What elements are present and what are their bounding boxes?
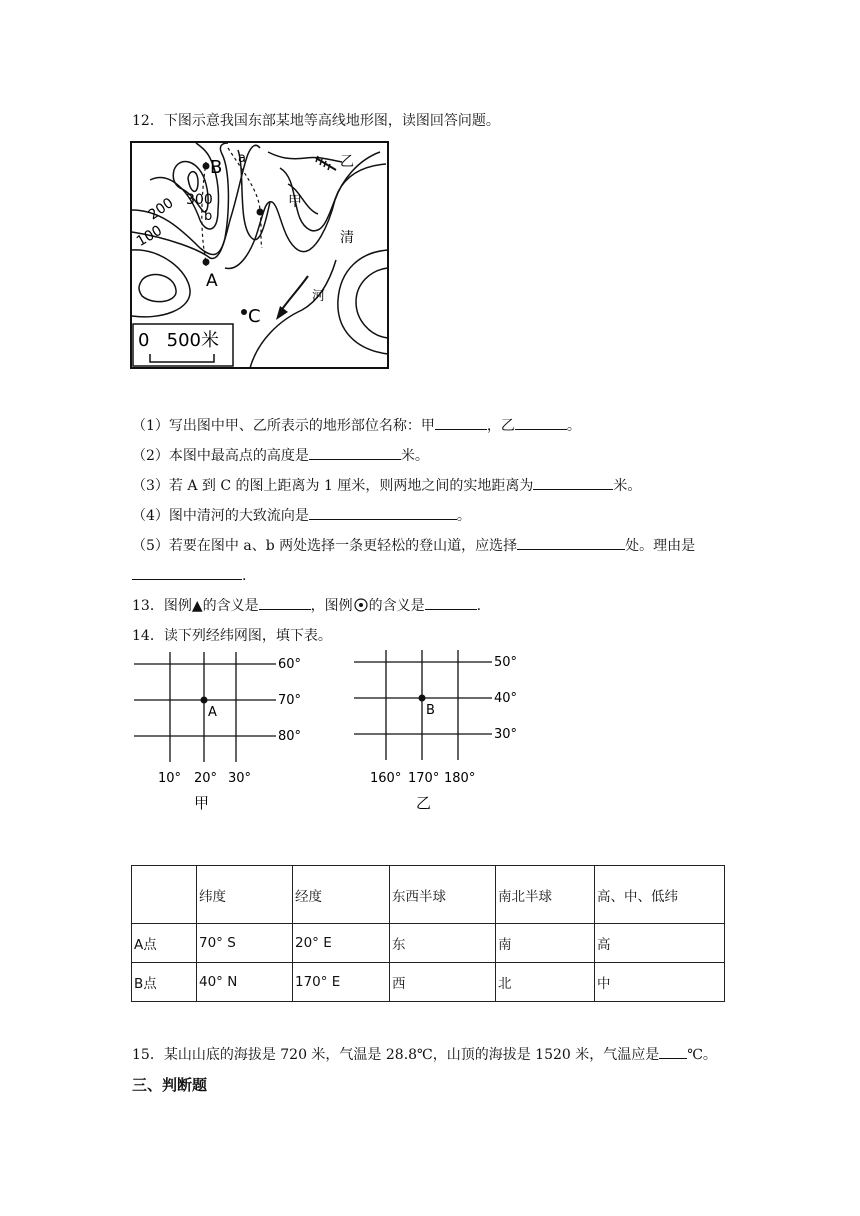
answer-blank-flow[interactable] — [309, 505, 457, 520]
label-a: a — [238, 151, 246, 166]
table-cell: 南 — [496, 924, 595, 963]
label-yi: 乙 — [340, 154, 354, 170]
q12-sub1: （1）写出图中甲、乙所表示的地形部位名称：甲 ，乙 。 — [132, 415, 581, 435]
lat-label: 40° — [494, 691, 518, 706]
circle-dot-icon — [353, 598, 369, 612]
answer-blank-route[interactable] — [517, 535, 625, 550]
label-qing: 清 — [340, 230, 354, 246]
q12-sub5-reason: . — [132, 565, 246, 584]
table-cell: 70° S — [197, 924, 293, 963]
lon-label: 10° — [158, 771, 182, 786]
grid-caption: 乙 — [416, 794, 432, 812]
triangle-icon: ▲ — [191, 598, 203, 614]
label-200: 200 — [145, 194, 177, 224]
q13: 13．图例▲的含义是 ，图例 的含义是 . — [132, 595, 481, 615]
label-jia: 甲 — [288, 194, 302, 210]
grid-yi — [350, 650, 530, 820]
scale-label: 0 500米 — [138, 330, 219, 351]
label-A: A — [206, 271, 218, 291]
table-cell: 东 — [390, 924, 496, 963]
lat-label: 70° — [278, 693, 302, 708]
q14-title: 14．读下列经纬网图，填下表。 — [132, 628, 332, 644]
table-cell: 中 — [595, 963, 725, 1002]
q12-sub3: （3）若 A 到 C 的图上距离为 1 厘米，则两地之间的实地距离为 米。 — [132, 475, 641, 495]
lat-label: 50° — [494, 655, 518, 670]
label-b: b — [204, 209, 213, 224]
q12-sub5: （5）若要在图中 a、b 两处选择一条更轻松的登山道，应选择 处。理由是 — [132, 535, 695, 555]
table-cell: 40° N — [197, 963, 293, 1002]
table-row — [132, 963, 725, 1002]
header-cell: 经度 — [293, 866, 390, 924]
q12-sub2: （2）本图中最高点的高度是 米。 — [132, 445, 429, 465]
answer-blank-distance[interactable] — [533, 475, 613, 490]
header-cell — [132, 866, 197, 924]
label-100: 100 — [133, 222, 166, 250]
table-header-row — [132, 866, 725, 924]
lat-label: 30° — [494, 727, 518, 742]
grid-jia — [130, 652, 310, 822]
lon-label: 180° — [444, 771, 476, 786]
q12-title: 12．下图示意我国东部某地等高线地形图，读图回答问题。 — [132, 113, 500, 129]
point-dot — [257, 209, 264, 216]
table-cell: 170° E — [293, 963, 390, 1002]
answer-blank-triangle[interactable] — [259, 595, 311, 610]
table-cell: 北 — [496, 963, 595, 1002]
label-he: 河 — [312, 289, 326, 304]
point-B — [203, 163, 210, 170]
table-cell: B点 — [132, 963, 197, 1002]
section-heading: 三、判断题 — [132, 1076, 208, 1094]
answer-blank-yi[interactable] — [515, 415, 567, 430]
answer-blank-reason[interactable] — [132, 565, 242, 580]
header-cell: 高、中、低纬 — [595, 866, 725, 924]
label-C: C — [248, 306, 261, 327]
grid-caption: 甲 — [194, 794, 210, 812]
table-cell: 20° E — [293, 924, 390, 963]
answer-blank-jia[interactable] — [435, 415, 487, 430]
point-A-grid — [201, 697, 208, 704]
q15: 15．某山山底的海拔是 720 米，气温是 28.8℃，山顶的海拔是 1520 米，气温应是 ℃。 — [132, 1044, 717, 1064]
lon-label: 170° — [408, 771, 440, 786]
table-cell: 高 — [595, 924, 725, 963]
label-B: B — [210, 157, 223, 178]
point-A — [203, 259, 210, 266]
label-300: 300 — [186, 192, 213, 208]
lat-label: 80° — [278, 729, 302, 744]
table-row — [132, 924, 725, 963]
grid-label-B: B — [426, 703, 435, 718]
lon-label: 20° — [194, 771, 218, 786]
point-B-grid — [419, 695, 426, 702]
q12-sub4: （4）图中清河的大致流向是 。 — [132, 505, 471, 525]
table-cell: A点 — [132, 924, 197, 963]
lon-label: 160° — [370, 771, 402, 786]
header-cell: 南北半球 — [496, 866, 595, 924]
grid-label-A: A — [208, 705, 217, 720]
contour-map — [130, 140, 390, 370]
answer-blank-circle[interactable] — [425, 595, 477, 610]
lat-label: 60° — [278, 657, 302, 672]
lon-label: 30° — [228, 771, 252, 786]
point-C — [241, 309, 247, 315]
header-cell: 纬度 — [197, 866, 293, 924]
coordinate-table — [131, 865, 725, 1002]
header-cell: 东西半球 — [390, 866, 496, 924]
table-cell: 西 — [390, 963, 496, 1002]
answer-blank-temperature[interactable] — [659, 1044, 687, 1059]
answer-blank-height[interactable] — [309, 445, 401, 460]
